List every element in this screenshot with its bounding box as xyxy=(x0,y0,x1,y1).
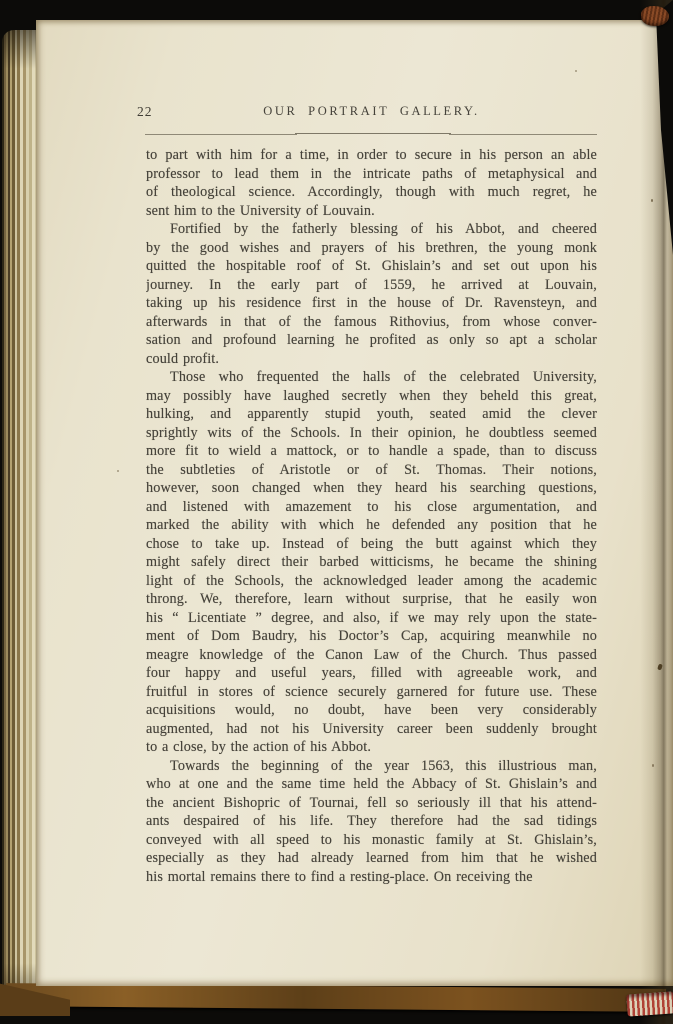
text-line: sation and profound learning he profited as only so apt a scholar xyxy=(146,332,597,348)
text-line: and listened with amazement to his close argumentation, and xyxy=(146,498,597,515)
text-line: chose to take up. Instead of being the butt against which they xyxy=(146,535,597,552)
text-line: to part with him for a time, in order to secure in his person an able xyxy=(146,147,597,163)
text-line: Towards the beginning of the year 1563, this illustrious man, xyxy=(170,757,597,774)
paragraph xyxy=(146,757,597,887)
book-page-edges xyxy=(2,30,38,1002)
text-line: who at one and the same time held the Abbacy of St. Ghislain’s and xyxy=(146,776,597,792)
paragraph xyxy=(146,146,597,220)
text-block xyxy=(146,146,597,886)
text-line: his mortal remains there to find a resting-place. On receiving the xyxy=(146,868,533,885)
text-line: ants despaired of his life. They therefore had the sad tidings xyxy=(146,813,597,829)
text-line: conveyed with all speed to his monastic family at St. Ghislain’s, xyxy=(146,831,597,848)
text-line: by the good wishes and prayers of his brethren, the young monk xyxy=(146,239,597,256)
text-line: professor to lead them in the intricate paths of metaphysical and xyxy=(146,165,597,182)
text-line: of theological science. Accordingly, though with much regret, he xyxy=(146,184,597,200)
text-line: sprightly wits of the Schools. In their opinion, he doubtless seemed xyxy=(146,424,597,441)
text-line: sent him to the University of Louvain. xyxy=(146,202,375,219)
text-line: the ancient Bishopric of Tournai, fell so seriously ill that his attend- xyxy=(146,794,597,811)
text-line: journey. In the early part of 1559, he arrived at Louvain, xyxy=(146,276,597,293)
header-rule-segment xyxy=(295,133,451,134)
page-header xyxy=(36,104,673,122)
text-line: to a close, by the action of his Abbot. xyxy=(146,739,372,755)
text-line: however, soon changed when they heard his searching questions, xyxy=(146,480,597,496)
text-line: throng. We, therefore, learn without surprise, that he easily won xyxy=(146,591,597,607)
text-line: may possibly have laughed secretly when they beheld this great, xyxy=(146,387,597,404)
text-line: his “ Licentiate ” degree, and also, if we may rely upon the state- xyxy=(146,609,597,626)
text-line: marked the ability with which he defended any position that he xyxy=(146,517,597,533)
text-line: could profit. xyxy=(146,350,220,367)
text-line: fruitful in stores of science securely garnered for future use. These xyxy=(146,683,597,700)
text-line: might safely direct their barbed witticisms, he became the shining xyxy=(146,554,597,570)
header-rule-segment xyxy=(449,134,597,135)
header-rule-segment xyxy=(145,134,297,135)
text-line: afterwards in that of the famous Rithovius, from whose conver- xyxy=(146,313,597,330)
paragraph xyxy=(146,368,597,757)
text-line: acquisitions would, no doubt, have been very considerably xyxy=(146,702,597,718)
text-line: meagre knowledge of the Canon Law of the Church. Thus passed xyxy=(146,646,597,663)
book-page xyxy=(36,20,673,986)
text-line: Fortified by the fatherly blessing of his Abbot, and cheered xyxy=(170,221,597,237)
spine-headband-bottom xyxy=(626,991,673,1016)
spine-headband-top xyxy=(641,6,669,26)
text-line: hulking, and apparently stupid youth, seated amid the clever xyxy=(146,406,597,422)
book-cover-bottom-edge xyxy=(6,983,666,1012)
text-line: the subtleties of Aristotle or of St. Thomas. Their notions, xyxy=(146,461,597,478)
text-line: ment of Dom Baudry, his Doctor’s Cap, acquiring meanwhile no xyxy=(146,628,597,644)
page-number: 22 xyxy=(137,104,153,119)
text-line: more fit to wield a mattock, or to handle a spade, than to discuss xyxy=(146,443,597,459)
text-line: four happy and useful years, filled with agreeable work, and xyxy=(146,665,597,681)
paragraph xyxy=(146,220,597,368)
text-line: taking up his residence first in the house of Dr. Ravensteyn, and xyxy=(146,295,597,311)
text-line: Those who frequented the halls of the celebrated University, xyxy=(170,369,597,385)
text-line: quitted the hospitable roof of St. Ghislain’s and set out upon his xyxy=(146,258,597,274)
header-rule xyxy=(145,132,597,136)
text-line: augmented, had not his University career been suddenly brought xyxy=(146,720,597,737)
text-line: light of the Schools, the acknowledged leader among the academic xyxy=(146,572,597,589)
running-title: OUR PORTRAIT GALLERY. xyxy=(263,104,480,118)
text-line: especially as they had already learned from him that he wished xyxy=(146,850,597,866)
